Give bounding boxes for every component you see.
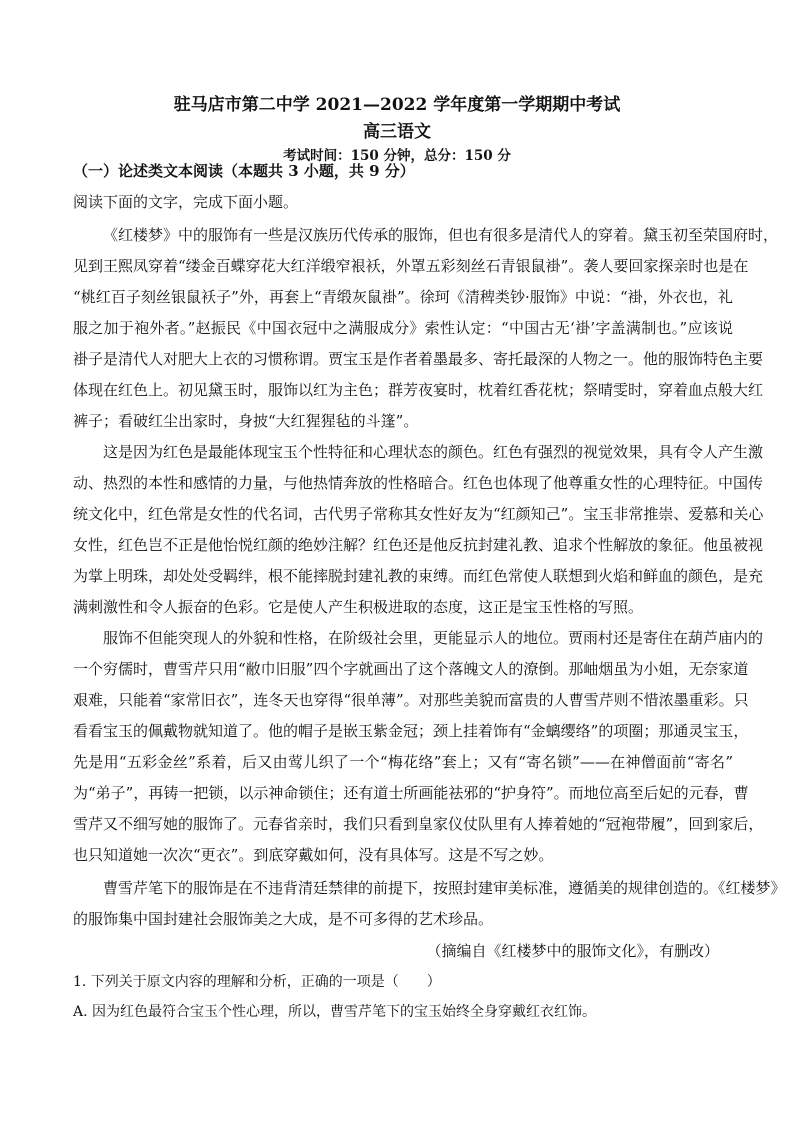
passage-p3-line: 也只知道她一次次“更衣”。到底穿戴如何，没有具体写。这是不写之妙。	[73, 846, 554, 864]
passage-p3-line: 艰难，只能着“家常旧衣”，连冬天也穿得“很单薄”。对那些美貌而富贵的人曹雪芹则不惜浓墨重彩。只	[73, 691, 749, 709]
passage-p2-line: 为掌上明珠，却处处受羁绊，根不能摔脱封建礼教的束缚。而红色常使人联想到火焰和鲜血的颜色，是充	[73, 567, 764, 585]
passage-p2-line: 满刺激性和令人振奋的色彩。它是使人产生积极进取的态度，这正是宝玉性格的写照。	[73, 598, 644, 616]
question-option-a: A. 因为红色最符合宝玉个性心理，所以，曹雪芹笔下的宝玉始终全身穿戴红衣红饰。	[73, 1004, 597, 1020]
section-heading: （一）论述类文本阅读（本题共 3 小题，共 9 分）	[73, 162, 415, 180]
passage-p1-line: 体现在红色上。初见黛玉时，服饰以红为主色；群芳夜宴时，枕着红香花枕；祭晴雯时，穿着血点般大红	[73, 381, 764, 399]
passage-p1-line: 见到王熙凤穿着“缕金百蝶穿花大红洋缎窄裉袄，外罩五彩刻丝石青银鼠褂”。袭人要回家探亲时也是在	[73, 257, 749, 275]
reading-instruction: 阅读下面的文字，完成下面小题。	[73, 193, 299, 211]
passage-p1-line: 褂子是清代人对肥大上衣的习惯称谓。贾宝玉是作者着墨最多、寄托最深的人物之一。他的服饰特色主要	[73, 350, 764, 368]
subject-title: 高三语文	[363, 122, 431, 142]
passage-p1-line: 《红楼梦》中的服饰有一些是汉族历代传承的服饰，但也有很多是清代人的穿着。黛玉初至荣国府时，	[103, 226, 779, 244]
exam-info: 考试时间：150 分钟，总分：150 分	[283, 148, 511, 164]
passage-p4-line: 的服饰集中国封建社会服饰美之大成，是不可多得的艺术珍品。	[73, 910, 494, 928]
passage-p3-line: 雪芹又不细写她的服饰了。元春省亲时，我们只看到皇家仪仗队里有人捧着她的“冠袍带履”，回到家后，	[73, 815, 764, 833]
passage-p3-line: 先是用“五彩金丝”系着，后又由莺儿织了一个“梅花络”套上；又有“寄名锁”——在神僧面前“寄名”	[73, 753, 733, 771]
passage-p1-line: 裤子；看破红尘出家时，身披“大红猩猩毡的斗篷”。	[73, 412, 419, 430]
passage-p2-line: 统文化中，红色常是女性的代名词，古代男子常称其女性好友为“红颜知己”。宝玉非常推崇、爱慕和关心	[73, 505, 764, 523]
passage-p1-line: “桃红百子刻丝银鼠袄子”外，再套上“青缎灰鼠褂”。徐珂《清稗类钞·服饰》中说：“褂，外衣也，礼	[73, 288, 733, 306]
passage-p4-line: 曹雪芹笔下的服饰是在不违背清廷禁律的前提下，按照封建审美标准，遵循美的规律创造的。《红楼梦》	[103, 879, 786, 897]
passage-p2-line: 女性，红色岂不正是他怡悦红颜的绝妙注解？红色还是他反抗封建礼教、追求个性解放的象征。他虽被视	[73, 536, 764, 554]
passage-source: （摘编自《红楼梦中的服饰文化》，有删改）	[426, 942, 719, 960]
passage-p3-line: 看看宝玉的佩戴物就知道了。他的帽子是嵌玉紫金冠；颈上挂着饰有“金螭缨络”的项圈；那通灵宝玉，	[73, 722, 749, 740]
passage-p1-line: 服之加于袍外者。”赵振民《中国衣冠中之满服成分》索性认定：“中国古无‘褂’字盖满制也。”应该说	[73, 319, 733, 337]
question-stem: 1. 下列关于原文内容的理解和分析，正确的一项是（ ）	[73, 974, 441, 990]
passage-p3-line: 一个穷儒时，曹雪芹只用“敝巾旧服”四个字就画出了这个落魄文人的潦倒。那岫烟虽为小姐，无奈家道	[73, 660, 749, 678]
passage-p3-line: 为“弟子”，再铸一把锁，以示神命锁住；还有道士所画能祛邪的“护身符”。而地位高至后妃的元春，曹	[73, 784, 749, 802]
passage-p3-line: 服饰不但能突现人的外貌和性格，在阶级社会里，更能显示人的地位。贾雨村还是寄住在葫芦庙内的	[103, 629, 764, 647]
passage-p2-line: 动、热烈的本性和感情的力量，与他热情奔放的性格暗合。红色也体现了他尊重女性的心理特征。中国传	[73, 474, 764, 492]
passage-p2-line: 这是因为红色是最能体现宝玉个性特征和心理状态的颜色。红色有强烈的视觉效果，具有令人产生激	[103, 443, 764, 461]
school-exam-title: 驻马店市第二中学 2021—2022 学年度第一学期期中考试	[173, 95, 621, 115]
